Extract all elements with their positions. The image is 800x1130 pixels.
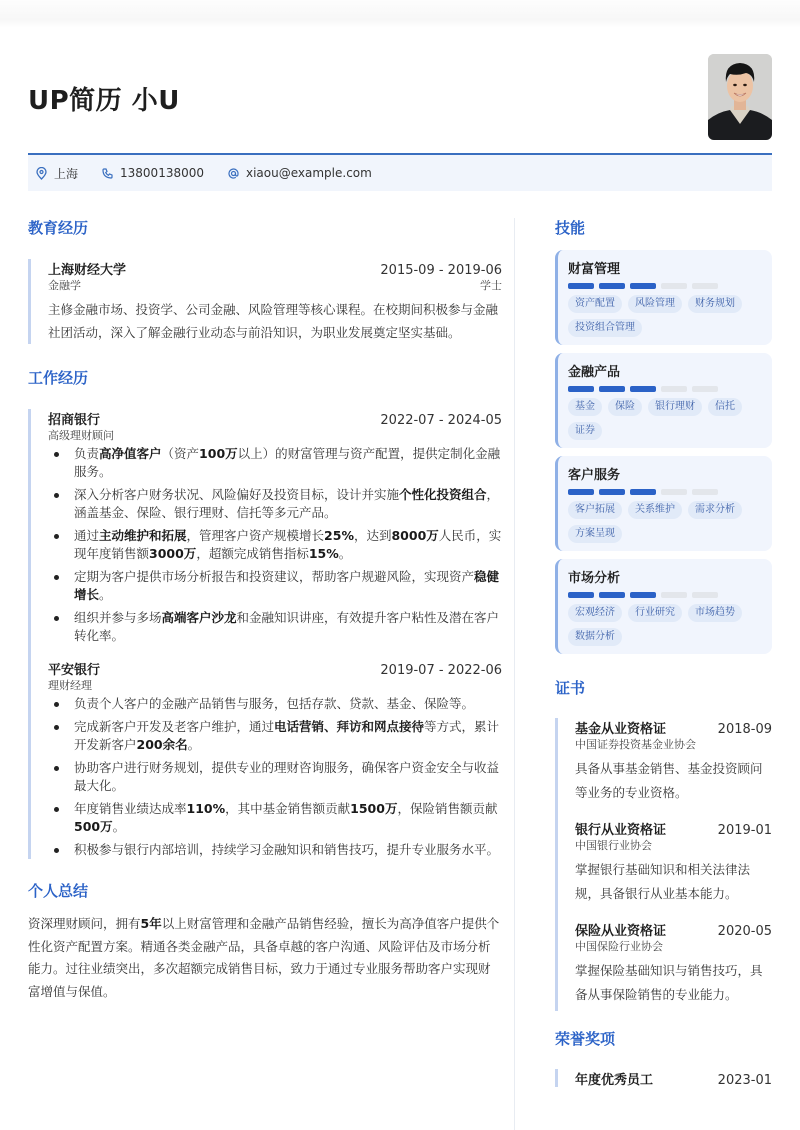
skill-name: 客户服务	[568, 468, 621, 483]
location-text: 上海	[54, 166, 79, 181]
skills-list	[555, 250, 772, 654]
awards-list	[555, 1069, 772, 1087]
skill-level-bar	[568, 386, 762, 392]
page-top-shadow	[0, 0, 800, 28]
section-title-work: 工作经历	[28, 369, 89, 387]
bullet-item: 定期为客户提供市场分析报告和投资建议，帮助客户规避风险，实现资产稳健增长。	[48, 568, 502, 604]
company-name: 平安银行	[48, 663, 101, 678]
certificate-name: 银行从业资格证	[575, 823, 667, 838]
certificate-entry	[575, 718, 772, 819]
school-name: 上海财经大学	[48, 263, 127, 278]
skill-tag: 财务规划	[688, 295, 742, 313]
bullet-item: 负责个人客户的金融产品销售与服务，包括存款、贷款、基金、保险等。	[48, 695, 502, 713]
degree: 学士	[480, 279, 502, 292]
skill-level-bar	[568, 489, 762, 495]
location-pin-icon	[36, 167, 47, 180]
skill-tag: 基金	[568, 398, 602, 416]
skill-tag: 需求分析	[688, 501, 742, 519]
certificate-name: 保险从业资格证	[575, 924, 667, 939]
skill-tag: 数据分析	[568, 628, 622, 646]
section-title-certificates: 证书	[555, 679, 586, 697]
skill-tag: 宏观经济	[568, 604, 622, 622]
skill-tag: 信托	[708, 398, 742, 416]
skill-card	[555, 559, 772, 654]
summary-text: 资深理财顾问，拥有5年以上财富管理和金融产品销售经验，擅长为高净值客户提供个性化资产配置方案。精通各类金融产品，具备卓越的客户沟通、风险评估及市场分析能力。过往业绩突出，多次超额完成销售目标，致力于通过专业服务帮助客户实现财富增值与保值。	[28, 916, 500, 999]
skill-name: 财富管理	[568, 262, 621, 277]
work-section	[28, 360, 502, 859]
certificate-issuer: 中国银行业协会	[575, 839, 652, 852]
certificate-issuer: 中国证券投资基金业协会	[575, 738, 696, 751]
side-column	[555, 210, 772, 1087]
skill-tag: 市场趋势	[688, 604, 742, 622]
bullet-item: 积极参与银行内部培训，持续学习金融知识和销售技巧，提升专业服务水平。	[48, 841, 502, 859]
bullet-item: 完成新客户开发及老客户维护，通过电话营销、拜访和网点接待等方式，累计开发新客户200余名。	[48, 718, 502, 754]
skill-level-bar	[568, 283, 762, 289]
phone-text: 13800138000	[120, 166, 204, 180]
section-title-education: 教育经历	[28, 219, 89, 237]
certificate-date: 2020-05	[717, 924, 772, 939]
education-date: 2015-09 - 2019-06	[380, 263, 502, 278]
education-section	[28, 210, 502, 344]
resume-header	[28, 54, 772, 140]
work-date: 2022-07 - 2024-05	[380, 413, 502, 428]
bullet-item: 年度销售业绩达成率110%，其中基金销售额贡献1500万，保险销售额贡献500万。	[48, 800, 502, 836]
section-title-awards: 荣誉奖项	[555, 1030, 616, 1048]
avatar	[708, 54, 772, 140]
skill-tag: 资产配置	[568, 295, 622, 313]
bullet-item: 组织并参与多场高端客户沙龙和金融知识讲座，有效提升客户粘性及潜在客户转化率。	[48, 609, 502, 645]
job-title: 高级理财顾问	[48, 429, 114, 442]
job-title: 理财经理	[48, 679, 92, 692]
award-name: 年度优秀员工	[575, 1073, 654, 1088]
skill-level-bar	[568, 592, 762, 598]
skill-name: 金融产品	[568, 365, 621, 380]
contact-bar	[28, 153, 772, 191]
summary-section	[28, 873, 502, 1003]
skill-tag: 银行理财	[648, 398, 702, 416]
award-entry	[575, 1069, 772, 1087]
skill-tag: 客户拓展	[568, 501, 622, 519]
main-column	[28, 210, 502, 1003]
work-bullets	[48, 445, 502, 645]
skill-tag: 行业研究	[628, 604, 682, 622]
education-entry	[28, 259, 502, 344]
skill-tag: 保险	[608, 398, 642, 416]
candidate-name: UP简历 小U	[28, 86, 180, 116]
skill-card	[555, 250, 772, 345]
company-name: 招商银行	[48, 413, 101, 428]
certificate-entry	[575, 819, 772, 920]
certificates-list	[555, 718, 772, 1011]
work-date: 2019-07 - 2022-06	[380, 663, 502, 678]
work-bullets	[48, 695, 502, 859]
award-date: 2023-01	[717, 1073, 772, 1088]
contact-email[interactable]	[228, 166, 372, 180]
certificate-description: 具备从事基金销售、基金投资顾问等业务的专业资格。	[575, 761, 763, 800]
major: 金融学	[48, 279, 81, 292]
skill-card	[555, 353, 772, 448]
skill-tag: 证券	[568, 422, 602, 440]
skill-tag: 关系维护	[628, 501, 682, 519]
skill-name: 市场分析	[568, 571, 621, 586]
bullet-item: 通过主动维护和拓展，管理客户资产规模增长25%，达到8000万人民币，实现年度销售额3000万，超额完成销售指标15%。	[48, 527, 502, 563]
bullet-item: 协助客户进行财务规划，提供专业的理财咨询服务，确保客户资金安全与收益最大化。	[48, 759, 502, 795]
work-entry-list	[28, 409, 502, 859]
bullet-item: 深入分析客户财务状况、风险偏好及投资目标，设计并实施个性化投资组合，涵盖基金、保险、银行理财、信托等多元产品。	[48, 486, 502, 522]
section-title-skills: 技能	[555, 219, 586, 237]
column-divider	[514, 218, 515, 1130]
skill-tag: 投资组合管理	[568, 319, 642, 337]
certificate-issuer: 中国保险行业协会	[575, 940, 663, 953]
certificate-date: 2018-09	[717, 722, 772, 737]
certificate-name: 基金从业资格证	[575, 722, 667, 737]
certificate-description: 掌握保险基础知识与销售技巧，具备从事保险销售的专业能力。	[575, 963, 763, 1002]
bullet-item: 负责高净值客户（资产100万以上）的财富管理与资产配置，提供定制化金融服务。	[48, 445, 502, 481]
skill-card	[555, 456, 772, 551]
work-entry	[48, 659, 502, 859]
email-at-icon	[228, 168, 239, 179]
email-text: xiaou@example.com	[246, 166, 372, 180]
skill-tag: 风险管理	[628, 295, 682, 313]
certificate-date: 2019-01	[717, 823, 772, 838]
education-description: 主修金融市场、投资学、公司金融、风险管理等核心课程。在校期间积极参与金融社团活动，深入了解金融行业动态与前沿知识，为职业发展奠定坚实基础。	[48, 302, 499, 340]
phone-icon	[102, 168, 113, 179]
contact-phone[interactable]	[102, 166, 204, 180]
certificate-entry	[575, 920, 772, 1011]
work-entry	[48, 409, 502, 645]
skill-tag: 方案呈现	[568, 525, 622, 543]
certificate-description: 掌握银行基础知识和相关法律法规，具备银行从业基本能力。	[575, 862, 751, 901]
section-title-summary: 个人总结	[28, 882, 89, 900]
contact-location	[36, 165, 78, 182]
